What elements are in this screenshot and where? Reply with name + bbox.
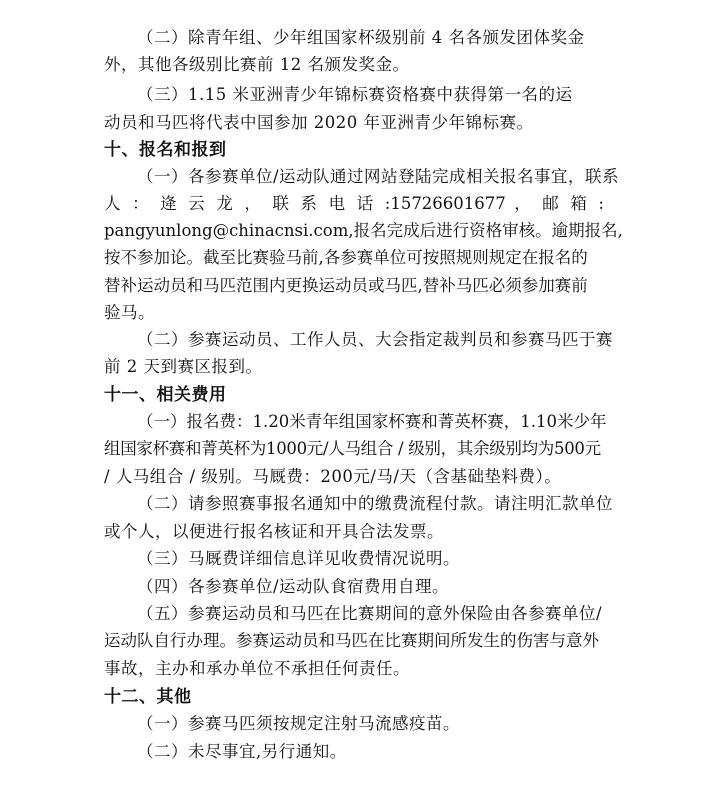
paragraph-line: 或个人，以便进行报名核证和开具合法发票。 bbox=[104, 522, 444, 541]
paragraph-line: （三）马厩费详细信息详见收费情况说明。 bbox=[137, 549, 460, 568]
paragraph-line: （一）参赛马匹须按规定注射马流感疫苗。 bbox=[137, 714, 460, 733]
paragraph-line: （四）各参赛单位/运动队食宿费用自理。 bbox=[137, 577, 450, 596]
paragraph-line: （五）参赛运动员和马匹在比赛期间的意外保险由各参赛单位/ bbox=[137, 604, 603, 623]
paragraph-line: 组国家杯赛和菁英杯为1000元/人马组合 / 级别，其余级别均为500元 bbox=[104, 439, 601, 458]
paragraph-line: 运动队自行办理。参赛运动员和马匹在比赛期间所发生的伤害与意外 bbox=[104, 631, 599, 650]
paragraph-line: 人 ： 逄 云 龙 ， 联 系 电 话 :15726601677 ， 邮 箱 : bbox=[104, 194, 604, 213]
paragraph-line: （一）各参赛单位/运动队通过网站登陆完成相关报名事宜，联系 bbox=[137, 167, 620, 186]
section-heading-12: 十二、其他 bbox=[104, 687, 192, 707]
paragraph-line: 前 2 天到赛区报到。 bbox=[104, 357, 263, 376]
paragraph-line: 替补运动员和马匹范围内更换运动员或马匹,替补马匹必须参加赛前 bbox=[104, 276, 588, 295]
paragraph-line: （二）未尽事宜,另行通知。 bbox=[137, 742, 347, 761]
paragraph-line: （一）报名费：1.20米青年组国家杯赛和菁英杯赛，1.10米少年 bbox=[137, 412, 607, 431]
paragraph-line: 外，其他各级别比赛前 12 名颁发奖金。 bbox=[104, 55, 410, 74]
paragraph-line: 事故，主办和承办单位不承担任何责任。 bbox=[104, 659, 410, 678]
section-heading-10: 十、报名和报到 bbox=[104, 140, 227, 160]
section-heading-11: 十一、相关费用 bbox=[104, 385, 227, 405]
paragraph-line: （二）参赛运动员、工作人员、大会指定裁判员和参赛马匹于赛 bbox=[137, 330, 613, 349]
paragraph-line: （二）请参照赛事报名通知中的缴费流程付款。请注明汇款单位 bbox=[137, 494, 613, 513]
paragraph-line: 验马。 bbox=[104, 303, 155, 322]
paragraph-line: 按不参加论。截至比赛验马前,各参赛单位可按照规则规定在报名的 bbox=[104, 248, 588, 267]
paragraph-line: / 人马组合 / 级别。马厩费：200元/马/天（含基础垫料费）。 bbox=[104, 467, 562, 486]
paragraph-line: 动员和马匹将代表中国参加 2020 年亚洲青少年锦标赛。 bbox=[104, 113, 534, 132]
paragraph-line: （三）1.15 米亚洲青少年锦标赛资格赛中获得第一名的运 bbox=[137, 85, 573, 104]
paragraph-line: （二）除青年组、少年组国家杯级别前 4 名各颁发团体奖金 bbox=[137, 28, 585, 47]
contact-email-line: pangyunlong@chinacnsi.com,报名完成后进行资格审核。逾期报名, bbox=[104, 221, 623, 240]
